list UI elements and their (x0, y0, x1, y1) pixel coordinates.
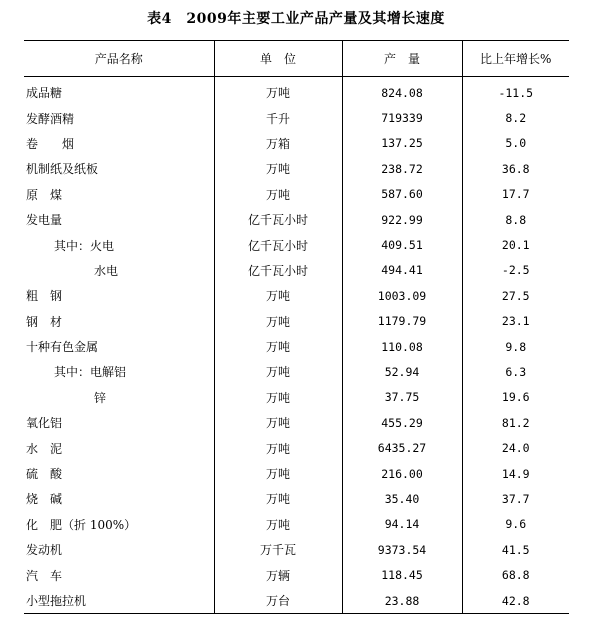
product-name-cell: 水 泥 (26, 441, 63, 456)
output-cell: 23.88 (342, 588, 462, 614)
product-name-cell: 卷 烟 (26, 136, 75, 151)
table-row (24, 156, 569, 181)
unit-cell: 亿千瓦小时 (214, 232, 342, 257)
product-name-cell: 烧 碱 (26, 492, 63, 507)
output-cell: 118.45 (342, 562, 462, 587)
growth-cell: 14.9 (462, 461, 569, 486)
table-row (24, 258, 569, 283)
table-row (24, 410, 569, 435)
table-row (24, 385, 569, 410)
growth-cell: 36.8 (462, 156, 569, 181)
product-name-cell: 氧化铝 (26, 416, 63, 431)
table-row (24, 588, 569, 614)
product-name-cell: 化 肥（折 100%） (26, 517, 137, 532)
unit-cell: 亿千瓦小时 (214, 207, 342, 232)
table-row (24, 537, 569, 562)
table-row (24, 182, 569, 207)
table-row (24, 283, 569, 308)
output-cell: 455.29 (342, 410, 462, 435)
table-header-row (24, 41, 569, 77)
unit-cell: 万吨 (214, 435, 342, 460)
product-name-cell: 粗 钢 (26, 289, 63, 304)
growth-cell: 23.1 (462, 309, 569, 334)
product-name-cell: 其中：火电 (54, 238, 115, 253)
growth-cell: 68.8 (462, 562, 569, 587)
table-row (24, 77, 569, 106)
header-growth: 比上年增长% (462, 41, 569, 77)
output-cell: 824.08 (342, 77, 462, 106)
product-name-cell: 原 煤 (26, 187, 63, 202)
header-unit: 单 位 (214, 41, 342, 77)
growth-cell: 27.5 (462, 283, 569, 308)
output-cell: 1003.09 (342, 283, 462, 308)
unit-cell: 万吨 (214, 385, 342, 410)
unit-cell: 万台 (214, 588, 342, 614)
output-cell: 216.00 (342, 461, 462, 486)
product-name-cell: 发动机 (26, 543, 63, 558)
unit-cell: 万吨 (214, 461, 342, 486)
unit-cell: 万吨 (214, 283, 342, 308)
growth-cell: 5.0 (462, 131, 569, 156)
product-name-cell: 锌 (94, 390, 107, 405)
header-product-name: 产品名称 (24, 41, 214, 77)
product-name-cell: 水电 (94, 263, 119, 278)
table-row (24, 562, 569, 587)
growth-cell: 9.6 (462, 512, 569, 537)
growth-cell: 8.2 (462, 105, 569, 130)
growth-cell: 19.6 (462, 385, 569, 410)
table-body (24, 77, 569, 614)
table-row (24, 512, 569, 537)
unit-cell: 万吨 (214, 410, 342, 435)
output-cell: 238.72 (342, 156, 462, 181)
output-cell: 94.14 (342, 512, 462, 537)
growth-cell: 42.8 (462, 588, 569, 614)
product-name-cell: 发电量 (26, 213, 63, 228)
table-row (24, 359, 569, 384)
output-cell: 137.25 (342, 131, 462, 156)
output-cell: 587.60 (342, 182, 462, 207)
output-cell: 6435.27 (342, 435, 462, 460)
growth-cell: 6.3 (462, 359, 569, 384)
unit-cell: 万吨 (214, 512, 342, 537)
output-cell: 1179.79 (342, 309, 462, 334)
growth-cell: 8.8 (462, 207, 569, 232)
table-row (24, 461, 569, 486)
product-name-cell: 机制纸及纸板 (26, 162, 99, 177)
growth-cell: -2.5 (462, 258, 569, 283)
table-title: 表4 2009年主要工业产品产量及其增长速度 (147, 11, 445, 27)
header-output: 产 量 (342, 41, 462, 77)
unit-cell: 万吨 (214, 486, 342, 511)
output-cell: 35.40 (342, 486, 462, 511)
unit-cell: 万吨 (214, 309, 342, 334)
unit-cell: 万箱 (214, 131, 342, 156)
growth-cell: 9.8 (462, 334, 569, 359)
product-name-cell: 发酵酒精 (26, 111, 75, 126)
table-row (24, 435, 569, 460)
growth-cell: 41.5 (462, 537, 569, 562)
table-row (24, 207, 569, 232)
unit-cell: 万吨 (214, 334, 342, 359)
product-name-cell: 硫 酸 (26, 467, 63, 482)
product-name-cell: 小型拖拉机 (24, 588, 214, 614)
unit-cell: 千升 (214, 105, 342, 130)
product-name-cell: 十种有色金属 (26, 340, 99, 355)
growth-cell: 17.7 (462, 182, 569, 207)
unit-cell: 万辆 (214, 562, 342, 587)
output-cell: 110.08 (342, 334, 462, 359)
table-row (24, 309, 569, 334)
industrial-output-table (24, 40, 569, 614)
output-cell: 9373.54 (342, 537, 462, 562)
unit-cell: 万千瓦 (214, 537, 342, 562)
growth-cell: 37.7 (462, 486, 569, 511)
unit-cell: 万吨 (214, 182, 342, 207)
product-name-cell: 钢 材 (26, 314, 63, 329)
growth-cell: 81.2 (462, 410, 569, 435)
unit-cell: 万吨 (214, 77, 342, 106)
table-row (24, 486, 569, 511)
table-row (24, 334, 569, 359)
table-row (24, 105, 569, 130)
product-name-cell: 成品糖 (26, 86, 63, 101)
product-name-cell: 其中：电解铝 (54, 365, 127, 380)
output-cell: 719339 (342, 105, 462, 130)
table-row (24, 232, 569, 257)
growth-cell: 24.0 (462, 435, 569, 460)
growth-cell: 20.1 (462, 232, 569, 257)
output-cell: 409.51 (342, 232, 462, 257)
unit-cell: 亿千瓦小时 (214, 258, 342, 283)
product-name-cell: 汽 车 (26, 568, 63, 583)
table-row (24, 131, 569, 156)
growth-cell: -11.5 (462, 77, 569, 106)
output-cell: 922.99 (342, 207, 462, 232)
unit-cell: 万吨 (214, 359, 342, 384)
output-cell: 52.94 (342, 359, 462, 384)
output-cell: 37.75 (342, 385, 462, 410)
output-cell: 494.41 (342, 258, 462, 283)
unit-cell: 万吨 (214, 156, 342, 181)
